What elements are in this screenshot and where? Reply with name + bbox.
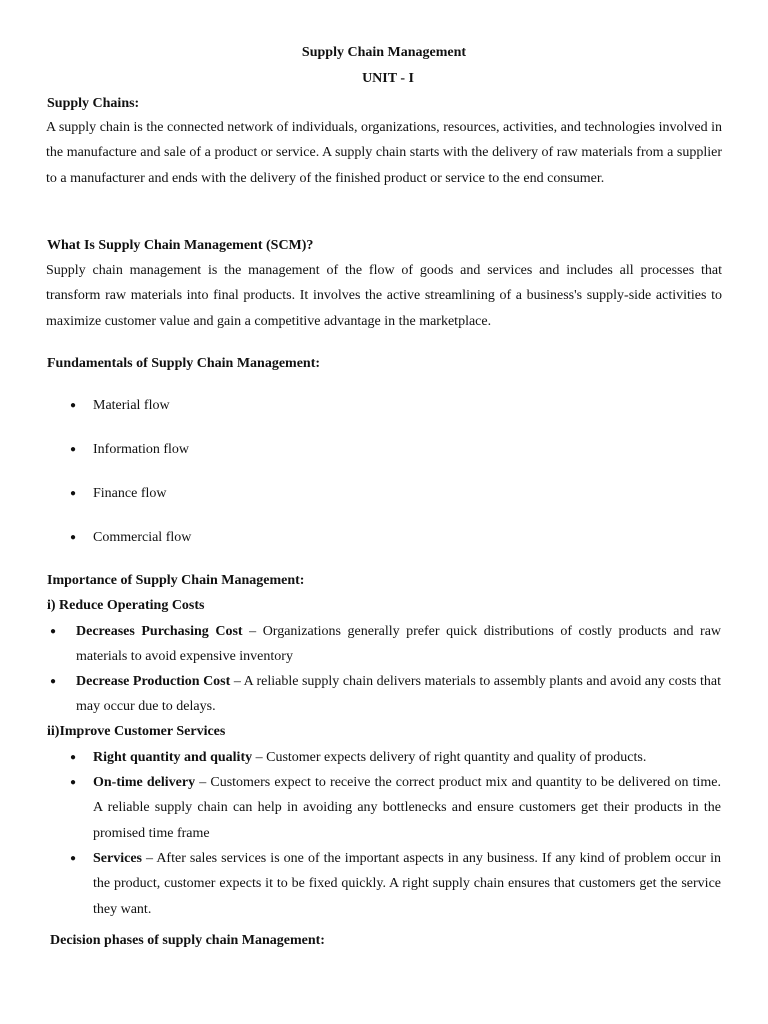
item-term: Decreases Purchasing Cost bbox=[76, 624, 243, 639]
item-text: Organizations generally prefer quick distributions of costly products and raw materials to avoid expensive inventory bbox=[76, 624, 722, 665]
bullet-icon: ● bbox=[50, 626, 57, 637]
fundamentals-heading: Fundamentals of Supply Chain Management: bbox=[47, 356, 321, 371]
list-item-label: Information flow bbox=[93, 442, 190, 457]
item-separator: – bbox=[252, 750, 267, 765]
bullet-icon: ● bbox=[70, 488, 77, 499]
list-item bbox=[76, 669, 721, 720]
scm-paragraph: Supply chain management is the management of the flow of goods and services and includes all processes that transform raw materials into final products. It involves the active streamlining of a business's supply-side activities to maximize customer value and gain a competitive advantage in the marketplace. bbox=[46, 263, 722, 329]
item-separator: – bbox=[195, 775, 211, 790]
scm-heading: What Is Supply Chain Management (SCM)? bbox=[47, 238, 314, 253]
customer-services-heading: ii)Improve Customer Services bbox=[47, 724, 226, 739]
importance-heading: Importance of Supply Chain Management: bbox=[47, 573, 305, 588]
item-text: Customers expect to receive the correct product mix and quantity to be delivered on time. A reliable supply chain can help in avoiding any bottlenecks and ensure customers get their products in the promised time frame bbox=[93, 775, 721, 841]
list-item bbox=[93, 770, 721, 846]
item-text: A reliable supply chain delivers materials to assembly plants and avoid any costs that may occur due to delays. bbox=[76, 674, 722, 715]
document-title: Supply Chain Management bbox=[301, 45, 467, 60]
list-item bbox=[93, 846, 721, 922]
item-separator: – bbox=[141, 851, 157, 866]
item-term: Services bbox=[93, 851, 142, 866]
bullet-icon: ● bbox=[70, 444, 77, 455]
reduce-costs-heading: i) Reduce Operating Costs bbox=[47, 598, 205, 613]
bullet-icon: ● bbox=[70, 777, 77, 788]
item-text: After sales services is one of the important aspects in any business. If any kind of problem occur in the product, customer expects it to be fixed quickly. A right supply chain ensures that customers get the service they want. bbox=[93, 851, 721, 917]
list-item-label: Commercial flow bbox=[93, 530, 192, 545]
list-item bbox=[93, 745, 721, 770]
list-item bbox=[76, 619, 721, 670]
item-separator: – bbox=[242, 624, 263, 639]
bullet-icon: ● bbox=[70, 853, 77, 864]
bullet-icon: ● bbox=[50, 676, 57, 687]
item-term: On-time delivery bbox=[93, 775, 196, 790]
list-item-label: Finance flow bbox=[93, 486, 167, 501]
item-term: Right quantity and quality bbox=[93, 750, 253, 765]
decision-phases-heading: Decision phases of supply chain Management: bbox=[50, 933, 325, 948]
bullet-icon: ● bbox=[70, 400, 77, 411]
bullet-icon: ● bbox=[70, 752, 77, 763]
list-item-label: Material flow bbox=[93, 398, 170, 413]
item-text: Customer expects delivery of right quantity and quality of products. bbox=[266, 750, 647, 765]
item-separator: – bbox=[230, 674, 244, 689]
unit-label: UNIT - I bbox=[362, 71, 414, 86]
bullet-icon: ● bbox=[70, 532, 77, 543]
supply-chains-heading: Supply Chains: bbox=[47, 96, 140, 111]
supply-chains-paragraph: A supply chain is the connected network of individuals, organizations, resources, activities, and technologies involved in the manufacture and sale of a product or service. A supply chain starts with the delivery of raw materials from a supplier to a manufacturer and ends with the delivery of the finished product or service to the end consumer. bbox=[46, 120, 722, 186]
item-term: Decrease Production Cost bbox=[76, 674, 231, 689]
